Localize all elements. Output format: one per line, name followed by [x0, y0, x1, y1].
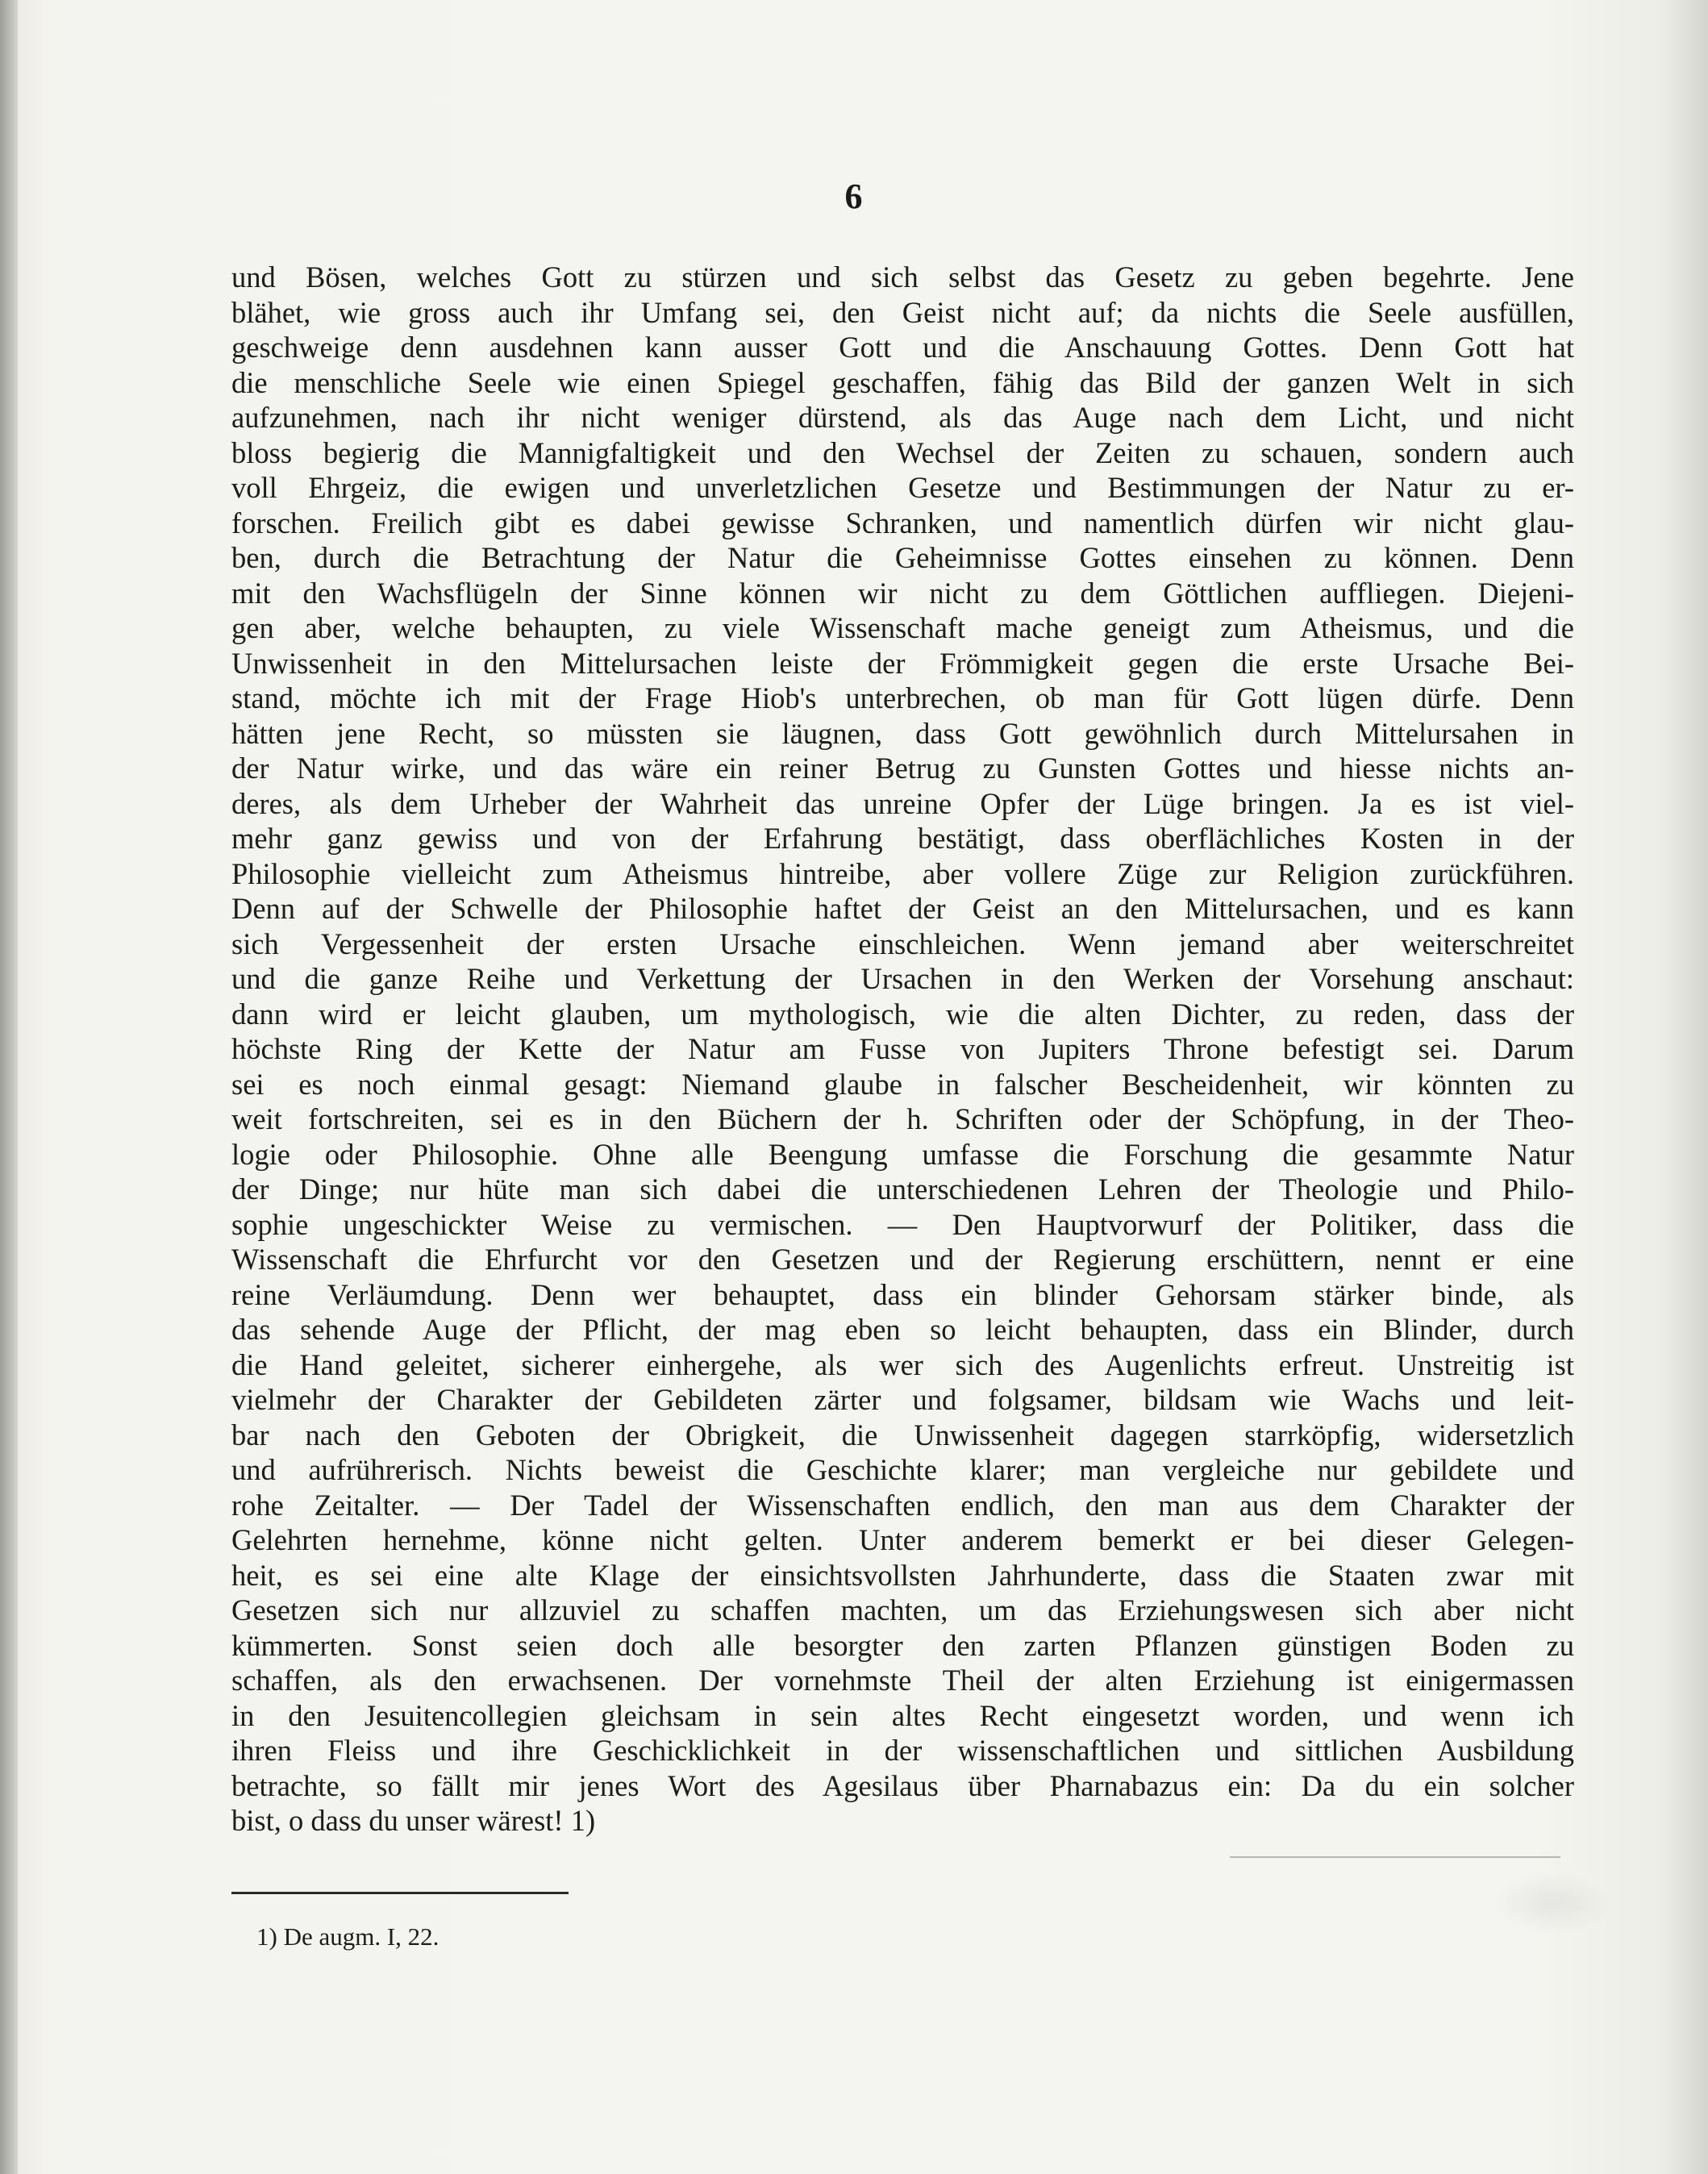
- body-line: der Dinge; nur hüte man sich dabei die unterschiedenen Lehren der Theologie und Philo-: [231, 1172, 1574, 1206]
- body-line: die menschliche Seele wie einen Spiegel geschaffen, fähig das Bild der ganzen Welt in sich: [231, 365, 1574, 399]
- body-line: gen aber, welche behaupten, zu viele Wissenschaft mache geneigt zum Atheismus, und die: [231, 611, 1574, 644]
- body-line: weit fortschreiten, sei es in den Büchern der h. Schriften oder der Schöpfung, in der Theo-: [231, 1102, 1574, 1135]
- body-line: sei es noch einmal gesagt: Niemand glaube in falscher Bescheidenheit, wir könnten zu: [231, 1067, 1574, 1101]
- body-line: bist, o dass du unser wärest! 1): [231, 1804, 596, 1837]
- body-line: deres, als dem Urheber der Wahrheit das unreine Opfer der Lüge bringen. Ja es ist viel-: [231, 786, 1574, 820]
- body-line: Gelehrten hernehme, könne nicht gelten. Unter anderem bemerkt er bei dieser Gelegen-: [231, 1523, 1574, 1556]
- body-line: die Hand geleitet, sicherer einhergehe, als wer sich des Augenlichts erfreut. Unstreitig ist: [231, 1347, 1574, 1381]
- body-line: ihren Fleiss und ihre Geschicklichkeit in der wissenschaftlichen und sittlichen Ausbildung: [231, 1734, 1574, 1767]
- faint-rule: [1230, 1856, 1560, 1858]
- body-line: dann wird er leicht glauben, um mythologisch, wie die alten Dichter, zu reden, dass der: [231, 997, 1574, 1031]
- body-line: der Natur wirke, und das wäre ein reiner Betrug zu Gunsten Gottes und hiesse nichts an-: [231, 752, 1574, 785]
- body-line: sophie ungeschickter Weise zu vermischen. — Den Hauptvorwurf der Politiker, dass die: [231, 1207, 1574, 1241]
- body-line: reine Verläumdung. Denn wer behauptet, dass ein blinder Gehorsam stärker binde, als: [231, 1277, 1574, 1311]
- body-line: logie oder Philosophie. Ohne alle Beengung umfasse die Forschung die gesammte Natur: [231, 1137, 1574, 1171]
- body-line: Gesetzen sich nur allzuviel zu schaffen machten, um das Erziehungswesen sich aber nicht: [231, 1593, 1574, 1626]
- body-line: kümmerten. Sonst seien doch alle besorgter den zarten Pflanzen günstigen Boden zu: [231, 1628, 1574, 1662]
- footnote-rule: [231, 1892, 569, 1894]
- body-line: forschen. Freilich gibt es dabei gewisse Schranken, und namentlich dürfen wir nicht glau-: [231, 506, 1574, 539]
- binding-gutter: [0, 0, 18, 2174]
- body-line: das sehende Auge der Pflicht, der mag eben so leicht behaupten, dass ein Blinder, durch: [231, 1313, 1574, 1346]
- body-line: rohe Zeitalter. — Der Tadel der Wissenschaften endlich, den man aus dem Charakter der: [231, 1488, 1574, 1522]
- body-line: sich Vergessenheit der ersten Ursache einschleichen. Wenn jemand aber weiterschreitet: [231, 927, 1574, 960]
- body-line: und Bösen, welches Gott zu stürzen und sich selbst das Gesetz zu geben begehrte. Jene: [231, 260, 1574, 294]
- body-line: Philosophie vielleicht zum Atheismus hintreibe, aber vollere Züge zur Religion zurückführen.: [231, 856, 1574, 890]
- body-line: ben, durch die Betrachtung der Natur die Geheimnisse Gottes einsehen zu können. Denn: [231, 541, 1574, 574]
- page-number: 6: [844, 177, 864, 216]
- body-line: hätten jene Recht, so müssten sie läugnen, dass Gott gewöhnlich durch Mittelursahen in: [231, 716, 1574, 750]
- body-line: vielmehr der Charakter der Gebildeten zärter und folgsamer, bildsam wie Wachs und leit-: [231, 1383, 1574, 1416]
- bleed-through-smudge: [1492, 1871, 1613, 1935]
- body-line: bar nach den Geboten der Obrigkeit, die Unwissenheit dagegen starrköpfig, widersetzlich: [231, 1418, 1574, 1451]
- body-text: [231, 260, 1574, 1839]
- body-line: bloss begierig die Mannigfaltigkeit und den Wechsel der Zeiten zu schauen, sondern auch: [231, 435, 1574, 469]
- body-line: Wissenschaft die Ehrfurcht vor den Gesetzen und der Regierung erschüttern, nennt er eine: [231, 1243, 1574, 1276]
- body-line: mehr ganz gewiss und von der Erfahrung bestätigt, dass oberflächliches Kosten in der: [231, 822, 1574, 855]
- body-line: in den Jesuitencollegien gleichsam in sein altes Recht eingesetzt worden, und wenn ich: [231, 1698, 1574, 1732]
- body-line: Denn auf der Schwelle der Philosophie haftet der Geist an den Mittelursachen, und es kann: [231, 892, 1574, 925]
- body-line: und die ganze Reihe und Verkettung der Ursachen in den Werken der Vorsehung anschaut:: [231, 962, 1574, 995]
- body-line: mit den Wachsflügeln der Sinne können wir nicht zu dem Göttlichen auffliegen. Diejeni-: [231, 576, 1574, 610]
- body-line: geschweige denn ausdehnen kann ausser Gott und die Anschauung Gottes. Denn Gott hat: [231, 331, 1574, 364]
- body-line: blähet, wie gross auch ihr Umfang sei, den Geist nicht auf; da nichts die Seele ausfüllen,: [231, 295, 1574, 329]
- body-line: aufzunehmen, nach ihr nicht weniger dürstend, als das Auge nach dem Licht, und nicht: [231, 401, 1574, 434]
- body-line: höchste Ring der Kette der Natur am Fusse von Jupiters Throne befestigt sei. Darum: [231, 1032, 1574, 1065]
- body-line: stand, möchte ich mit der Frage Hiob's unterbrechen, ob man für Gott lügen dürfe. Denn: [231, 681, 1574, 714]
- body-line: Unwissenheit in den Mittelursachen leiste der Frömmigkeit gegen die erste Ursache Bei-: [231, 646, 1574, 680]
- body-line: und aufrührerisch. Nichts beweist die Geschichte klarer; man vergleiche nur gebildete und: [231, 1453, 1574, 1486]
- footnote: 1) De augm. I, 22.: [256, 1922, 439, 1951]
- body-line: betrachte, so fällt mir jenes Wort des Agesilaus über Pharnabazus ein: Da du ein solcher: [231, 1768, 1574, 1802]
- body-line: schaffen, als den erwachsenen. Der vornehmste Theil der alten Erziehung ist einigermassen: [231, 1664, 1574, 1697]
- body-line: voll Ehrgeiz, die ewigen und unverletzlichen Gesetze und Bestimmungen der Natur zu er-: [231, 471, 1574, 504]
- body-line: heit, es sei eine alte Klage der einsichtsvollsten Jahrhunderte, dass die Staaten zwar mit: [231, 1558, 1574, 1592]
